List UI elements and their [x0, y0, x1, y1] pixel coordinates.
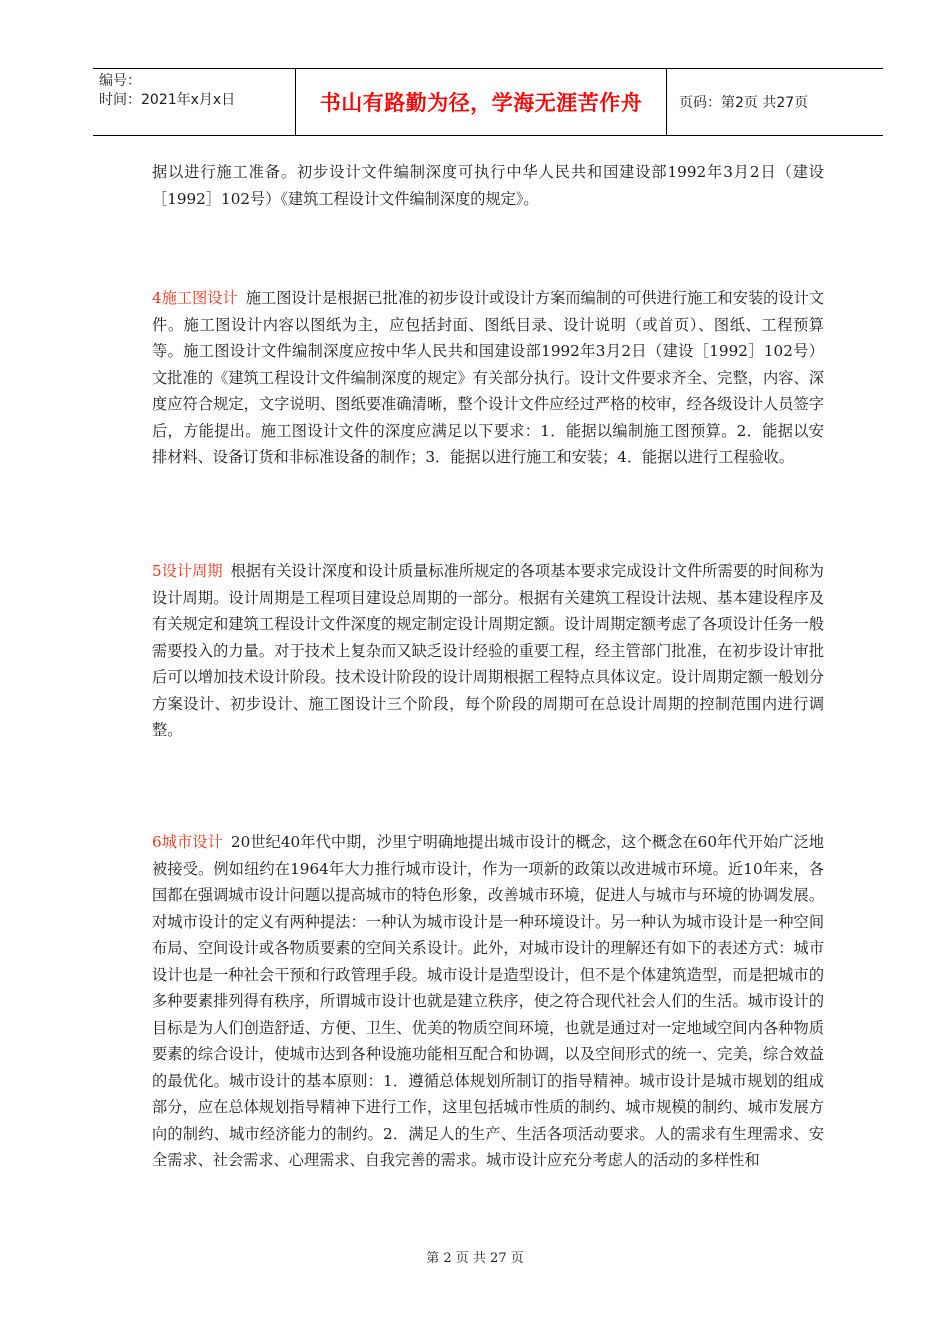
section-paragraph: [152, 558, 824, 744]
section-continuation: [152, 159, 824, 212]
header-meta: [93, 69, 295, 135]
header-motto: 书山有路勤为径，学海无涯苦作舟: [295, 69, 667, 135]
document-time-label: 时间：2021年x月x日: [99, 92, 236, 108]
section-paragraph: [152, 285, 824, 471]
section-text: 施工图设计是根据已批准的初步设计或设计方案而编制的可供进行施工和安装的设计文件。施工图设计内容以图纸为主，应包括封面、图纸目录、设计说明（或首页）、图纸、工程预算等。施工图设计文件编制深度应按中华人民共和国建设部1992年3月2日（建设［1992］102号）文批准的《建筑工程设计文件编制深度的规定》有关部分执行。设计文件要求齐全、完整，内容、深度应符合规定，文字说明、图纸要准确清晰，整个设计文件应经过严格的校审，经各级设计人员签字后，方能提出。施工图设计文件的深度应满足以下要求：1．能据以编制施工图预算。2．能据以安排材料、设备订货和非标准设备的制作；3．能据以进行施工和安装；4．能据以进行工程验收。: [152, 289, 824, 466]
header-page-info: 页码：第2页 共27页: [679, 95, 809, 111]
page-footer: 第 2 页 共 27 页: [426, 1251, 524, 1266]
section-heading: 4施工图设计: [152, 289, 238, 307]
section-construction-drawing-design: [152, 285, 824, 471]
section-text: 20世纪40年代中期，沙里宁明确地提出城市设计的概念，这个概念在60年代开始广泛地被接受。例如纽约在1964年大力推行城市设计，作为一项新的政策以改进城市环境。近10年来，各国都在强调城市设计问题以提高城市的特色形象，改善城市环境，促进人与城市与环境的协调发展。对城市设计的定义有两种提法：一种认为城市设计是一种环境设计。另一种认为城市设计是一种空间布局、空间设计或各物质要素的空间关系设计。此外，对城市设计的理解还有如下的表述方式：城市设计也是一种社会干预和行政管理手段。城市设计是造型设计，但不是个体建筑造型，而是把城市的多种要素排列得有秩序，所谓城市设计也就是建立秩序，使之符合现代社会人们的生活。城市设计的目标是为人们创造舒适、方便、卫生、优美的物质空间环境，也就是通过对一定地域空间内各种物质要素的综合设计，使城市达到各种设施功能相互配合和协调，以及空间形式的统一、完美，综合效益的最优化。城市设计的基本原则：1．遵循总体规划所制订的指导精神。城市设计是城市规划的组成部分，应在总体规划指导精神下进行工作，这里包括城市性质的制约、城市规模的制约、城市发展方向的制约、城市经济能力的制约。2．满足人的生产、生活各项活动要求。人的需求有生理需求、安全需求、社会需求、心理需求、自我完善的需求。城市设计应充分考虑人的活动的多样性和: [152, 833, 824, 1169]
section-heading: 5设计周期: [152, 562, 223, 580]
section-heading: 6城市设计: [152, 833, 223, 851]
section-text: 据以进行施工准备。初步设计文件编制深度可执行中华人民共和国建设部1992年3月2日（建设［1992］102号）《建筑工程设计文件编制深度的规定》。: [152, 163, 824, 208]
section-paragraph: [152, 829, 824, 1174]
section-design-cycle: [152, 558, 824, 744]
document-number-label: 编号：: [99, 73, 141, 89]
page-header: [93, 68, 883, 136]
section-text: 根据有关设计深度和设计质量标准所规定的各项基本要求完成设计文件所需要的时间称为设计周期。设计周期是工程项目建设总周期的一部分。根据有关建筑工程设计法规、基本建设程序及有关规定和建筑工程设计文件深度的规定制定设计周期定额。设计周期定额考虑了各项设计任务一般需要投入的力量。对于技术上复杂而又缺乏设计经验的重要工程，经主管部门批准，在初步设计审批后可以增加技术设计阶段。技术设计阶段的设计周期根据工程特点具体议定。设计周期定额一般划分方案设计、初步设计、施工图设计三个阶段，每个阶段的周期可在总设计周期的控制范围内进行调整。: [152, 562, 824, 739]
section-urban-design: [152, 829, 824, 1174]
